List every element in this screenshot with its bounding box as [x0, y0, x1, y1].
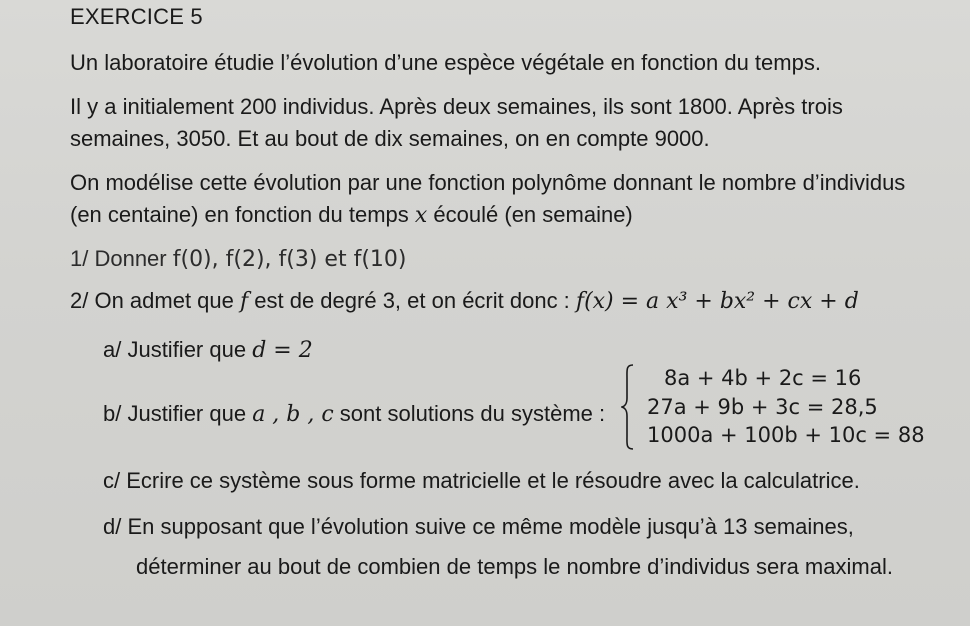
- system-equation-3: 1000a + 100b + 10c = 88: [647, 423, 925, 447]
- question-2d-line-1: d/ En supposant que l’évolution suive ce même modèle jusqu’à 13 semaines,: [103, 514, 854, 539]
- question-2-function-name: f: [240, 289, 249, 314]
- data-text-line-1: Il y a initialement 200 individus. Après deux semaines, ils sont 1800. Après trois: [70, 94, 843, 119]
- intro-text: Un laboratoire étudie l’évolution d’une espèce végétale en fonction du temps.: [70, 50, 821, 75]
- model-text-part-b: écoulé (en semaine): [427, 202, 633, 227]
- question-1: [70, 246, 406, 273]
- question-2-prefix: 2/ On admet que: [70, 288, 240, 313]
- system-brace-icon: [621, 364, 635, 450]
- question-2a-expression: d = 2: [252, 338, 313, 363]
- question-2b-suffix: sont solutions du système :: [333, 401, 606, 426]
- question-2a-prefix: a/ Justifier que: [103, 337, 253, 362]
- system-equation-1: 8a + 4b + 2c = 16: [664, 366, 862, 390]
- model-text-line-2: [70, 202, 633, 229]
- question-2: [70, 288, 859, 315]
- question-1-prefix: 1/ Donner: [70, 246, 173, 271]
- question-2b: [103, 401, 605, 428]
- exercise-title: EXERCICE 5: [70, 4, 203, 29]
- question-1-expression: f(0), f(2), f(3) et f(10): [172, 247, 407, 272]
- question-2d-line-2: déterminer au bout de combien de temps le nombre d’individus sera maximal.: [136, 554, 893, 579]
- system-equation-2: 27a + 9b + 3c = 28,5: [647, 395, 878, 419]
- question-2b-variables: a , b , c: [252, 402, 334, 427]
- model-text-line-1: On modélise cette évolution par une fonction polynôme donnant le nombre d’individus: [70, 170, 906, 195]
- question-2a: [103, 337, 313, 364]
- data-text-line-2: semaines, 3050. Et au bout de dix semaines, on en compte 9000.: [70, 126, 710, 151]
- model-text-part-a: (en centaine) en fonction du temps: [70, 202, 415, 227]
- question-2b-prefix: b/ Justifier que: [103, 401, 253, 426]
- time-variable: x: [414, 203, 428, 228]
- question-2c: c/ Ecrire ce système sous forme matricielle et le résoudre avec la calculatrice.: [103, 468, 860, 493]
- question-2-formula: f(x) = a x³ + bx² + cx + d: [575, 289, 859, 314]
- question-2-middle: est de degré 3, et on écrit donc :: [248, 288, 576, 313]
